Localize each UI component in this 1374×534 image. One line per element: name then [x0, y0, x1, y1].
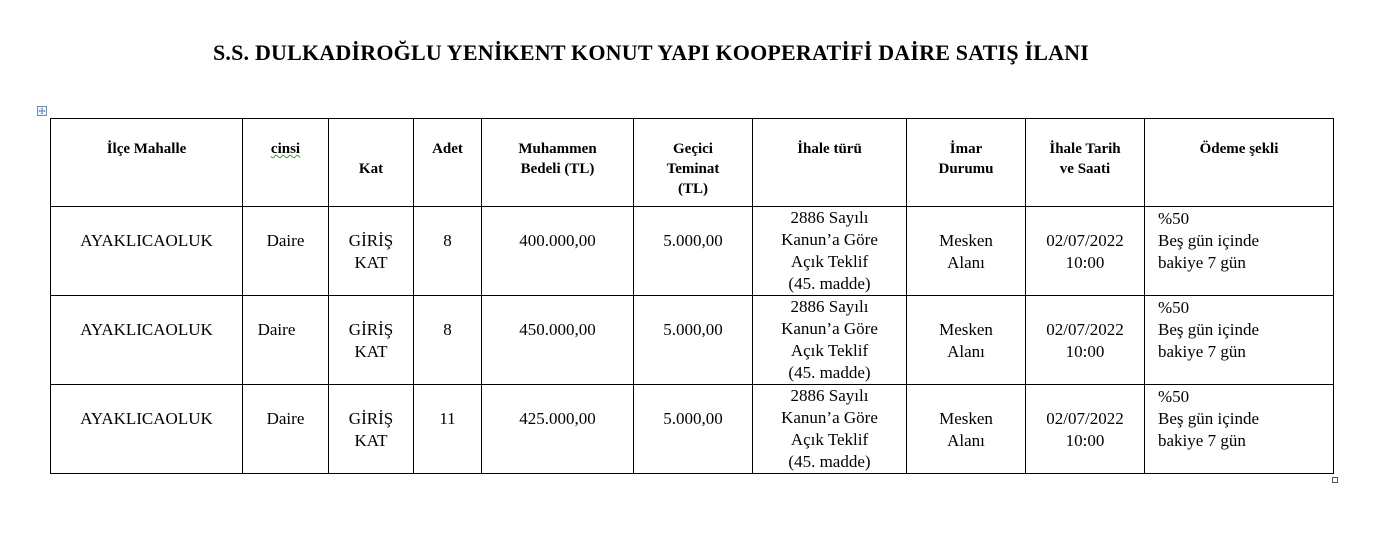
header-adet: Adet [414, 119, 482, 207]
sale-listing-table [50, 118, 1334, 474]
cell-tarih[interactable]: 02/07/2022 10:00 [1026, 207, 1145, 296]
header-gecici-teminat: Geçici Teminat (TL) [634, 119, 753, 207]
cell-adet: 11 [414, 385, 482, 474]
cell-imar: Mesken Alanı [907, 296, 1026, 385]
header-ihale-turu: İhale türü [753, 119, 907, 207]
cell-ilce-mahalle: AYAKLICAOLUK [51, 296, 243, 385]
table-row [51, 296, 1334, 385]
header-imar-durumu: İmar Durumu [907, 119, 1026, 207]
cell-tarih: 02/07/2022 10:00 [1026, 296, 1145, 385]
cell-ihale-turu: 2886 Sayılı Kanun’a Göre Açık Teklif (45. madde) [753, 296, 907, 385]
cell-muhammen: 425.000,00 [482, 385, 634, 474]
cell-cinsi: Daire [243, 385, 329, 474]
document-title: S.S. DULKADİROĞLU YENİKENT KONUT YAPI KOOPERATİFİ DAİRE SATIŞ İLANI [212, 40, 1090, 65]
table-resize-handle-icon[interactable] [1332, 477, 1338, 483]
cell-cinsi: Daire [243, 296, 329, 385]
cell-ihale-turu: 2886 Sayılı Kanun’a Göre Açık Teklif (45. madde) [753, 207, 907, 296]
cell-teminat: 5.000,00 [634, 207, 753, 296]
cell-kat: GİRİŞ KAT [329, 385, 414, 474]
header-kat: Kat [329, 119, 414, 207]
table-header-row [51, 119, 1334, 207]
cell-teminat: 5.000,00 [634, 385, 753, 474]
cell-muhammen: 400.000,00 [482, 207, 634, 296]
cell-tarih: 02/07/2022 10:00 [1026, 385, 1145, 474]
table-move-handle-icon[interactable] [37, 106, 47, 116]
move-arrows-icon [38, 107, 46, 115]
cell-muhammen: 450.000,00 [482, 296, 634, 385]
cell-kat: GİRİŞ KAT [329, 296, 414, 385]
cell-cinsi: Daire [243, 207, 329, 296]
spellcheck-underline: cinsi [270, 141, 301, 157]
cell-kat: GİRİŞ KAT [329, 207, 414, 296]
cell-adet: 8 [414, 207, 482, 296]
table-row [51, 385, 1334, 474]
header-muhammen-bedeli: Muhammen Bedeli (TL) [482, 119, 634, 207]
header-ihale-tarih: İhale Tarih ve Saati [1026, 119, 1145, 207]
header-ilce-mahalle: İlçe Mahalle [51, 119, 243, 207]
cell-teminat: 5.000,00 [634, 296, 753, 385]
header-cinsi [243, 119, 329, 207]
header-odeme-sekli: Ödeme şekli [1145, 119, 1334, 207]
cell-imar: Mesken Alanı [907, 385, 1026, 474]
cell-adet: 8 [414, 296, 482, 385]
cell-ilce-mahalle: AYAKLICAOLUK [51, 385, 243, 474]
cell-odeme: %50 Beş gün içinde bakiye 7 gün [1145, 207, 1334, 296]
cell-imar: Mesken Alanı [907, 207, 1026, 296]
table-row [51, 207, 1334, 296]
cell-odeme: %50 Beş gün içinde bakiye 7 gün [1145, 385, 1334, 474]
cell-ilce-mahalle: AYAKLICAOLUK [51, 207, 243, 296]
cell-odeme: %50 Beş gün içinde bakiye 7 gün [1145, 296, 1334, 385]
cell-ihale-turu: 2886 Sayılı Kanun’a Göre Açık Teklif (45. madde) [753, 385, 907, 474]
